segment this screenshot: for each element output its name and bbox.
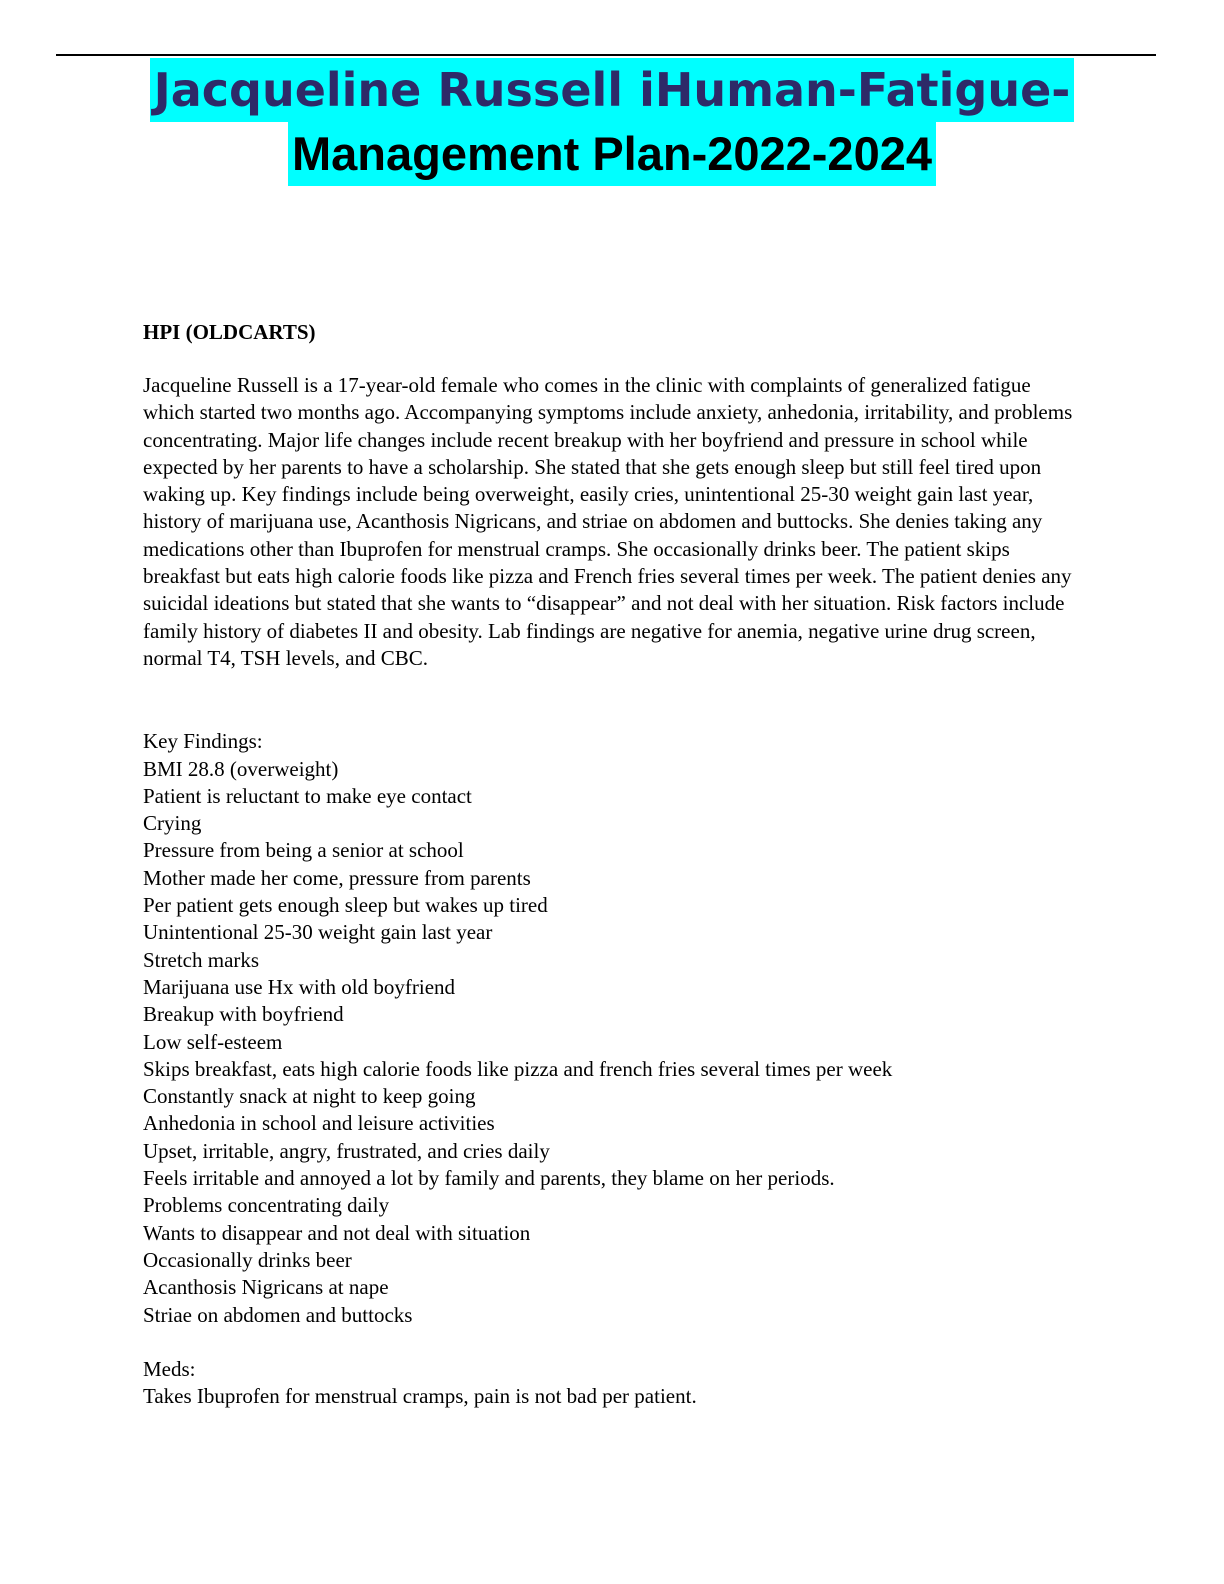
header-rule xyxy=(56,54,1156,56)
list-item: BMI 28.8 (overweight) xyxy=(143,756,339,781)
document-title xyxy=(0,58,1224,186)
meds-heading: Meds: xyxy=(143,1356,196,1381)
hpi-heading: HPI (OLDCARTS) xyxy=(143,320,316,344)
key-findings-heading: Key Findings: xyxy=(143,729,263,754)
list-item: Skips breakfast, eats high calorie foods like pizza and french fries several times per week xyxy=(143,1056,893,1081)
list-item: Acanthosis Nigricans at nape xyxy=(143,1275,389,1300)
list-item: Striae on abdomen and buttocks xyxy=(143,1302,413,1327)
list-item: Anhedonia in school and leisure activities xyxy=(143,1111,495,1136)
list-item: Pressure from being a senior at school xyxy=(143,838,464,863)
title-line-1: Jacqueline Russell iHuman-Fatigue- xyxy=(150,58,1075,122)
list-item: Feels irritable and annoyed a lot by family and parents, they blame on her periods. xyxy=(143,1166,835,1191)
title-line-2: Management Plan-2022-2024 xyxy=(288,122,936,186)
list-item: Crying xyxy=(143,811,202,836)
list-item: Low self-esteem xyxy=(143,1029,283,1054)
list-item: Constantly snack at night to keep going xyxy=(143,1084,476,1109)
hpi-paragraph: Jacqueline Russell is a 17-year-old female who comes in the clinic with complaints of generalized fatigue which started two months ago. Accompanying symptoms include anxiety, anhedonia, irritability, and problems concentrating. Major life changes include recent breakup with her boyfriend and pressure in school while expected by her parents to have a scholarship. She stated that she gets enough sleep but still feel tired upon waking up. Key findings include being overweight, easily cries, unintentional 25-30 weight gain last year, history of marijuana use, Acanthosis Nigricans, and striae on abdomen and buttocks. She denies taking any medications other than Ibuprofen for menstrual cramps. She occasionally drinks beer. The patient skips breakfast but eats high calorie foods like pizza and French fries several times per week. The patient denies any suicidal ideations but stated that she wants to “disappear” and not deal with her situation. Risk factors include family history of diabetes II and obesity. Lab findings are negative for anemia, negative urine drug screen, normal T4, TSH levels, and CBC. xyxy=(143,373,1073,670)
list-item: Mother made her come, pressure from parents xyxy=(143,865,531,890)
list-item: Stretch marks xyxy=(143,947,260,972)
list-item: Per patient gets enough sleep but wakes up tired xyxy=(143,893,548,918)
document-body xyxy=(143,318,1083,1410)
list-item: Upset, irritable, angry, frustrated, and cries daily xyxy=(143,1138,550,1163)
key-findings-list xyxy=(143,756,1083,1329)
list-item: Marijuana use Hx with old boyfriend xyxy=(143,974,456,999)
list-item: Problems concentrating daily xyxy=(143,1193,390,1218)
list-item: Unintentional 25-30 weight gain last year xyxy=(143,920,493,945)
meds-text: Takes Ibuprofen for menstrual cramps, pain is not bad per patient. xyxy=(143,1384,697,1409)
list-item: Patient is reluctant to make eye contact xyxy=(143,783,472,808)
list-item: Breakup with boyfriend xyxy=(143,1002,344,1027)
list-item: Wants to disappear and not deal with situation xyxy=(143,1220,531,1245)
list-item: Occasionally drinks beer xyxy=(143,1247,352,1272)
